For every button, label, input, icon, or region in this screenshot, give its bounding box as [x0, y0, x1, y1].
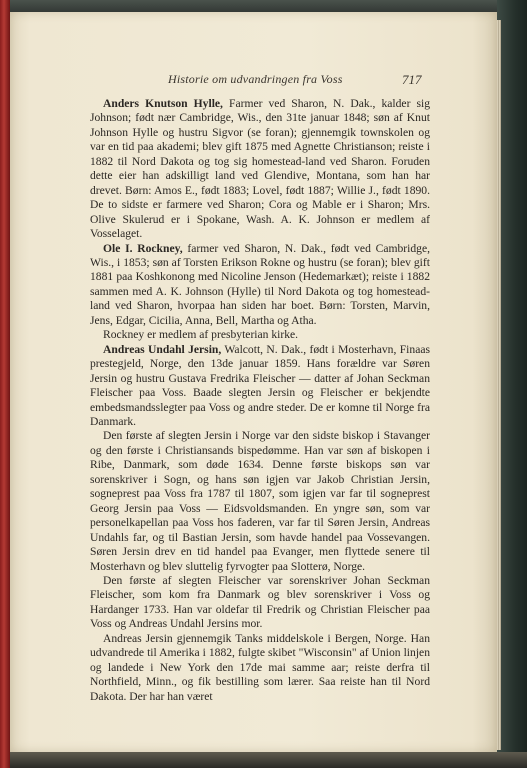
- entry-name: Ole I. Rockney,: [103, 241, 183, 255]
- running-title: Historie om udvandringen fra Voss: [168, 72, 343, 86]
- paragraph-rockney: [90, 242, 430, 329]
- entry-text: Rockney er medlem af presbyterian kirke.: [103, 328, 299, 342]
- paragraph-hylle: [90, 97, 430, 242]
- entry-text: Farmer ved Sharon, N. Dak., kalder sig Johnson; født nær Cambridge, Wis., den 31te januar 1848; søn af Knut Johnson Hylle og hustru Sigvor (se foran); gjennemgik townskolen og var en tid paa akademi; blev gift 1875 med Agnette Christianson; reiste i 1882 til Nord Dakota og tog sig homestead-land ved Sharon. Foruden dette eier han adskilligt land ved Glendive, Montana, som han har drevet. Børn: Amos E., født 1883; Lovel, født 1887; Willie J., født 1890. De to sidste er farmere ved Sharon; Cora og Mable er i Sharon; Mrs. Olive Skulerud er i Spokane, Wash. A. K. Johnson er medlem af Vosselaget.: [90, 97, 431, 241]
- book-spine: [0, 0, 10, 768]
- entry-text: farmer ved Sharon, N. Dak., født ved Cambridge, Wis., i 1853; søn af Torsten Erikson Rokne og hustru (se foran); blev gift 1881 paa Koshkonong med Nicoline Jenson (Hedemarkæt); reiste i 1882 sammen med A. K. Johnson (Hylle) til Nord Dakota og tog homestead-land ved Sharon, hvorpaa han siden har boet. Børn: Torsten, Marvin, Jens, Edgar, Cicilia, Anna, Bell, Martha og Atha.: [90, 241, 430, 327]
- book-bottom-edge: [10, 752, 527, 768]
- paragraph-rockney-church: [90, 328, 430, 342]
- entry-text: Den første af slegten Fleischer var sorenskriver Johan Seckman Fleischer, som kom fra Danmark og blev sorenskriver i Voss og Hardanger 1733. Han var oldefar til Fredrik og Christian Fleischer paa Voss og Andreas Undahl Jersins mor.: [90, 573, 430, 631]
- entry-text: Andreas Jersin gjennemgik Tanks middelskole i Bergen, Norge. Han udvandrede til Amerika i 1882, fulgte skibet "Wisconsin" af Union linjen og landede i New York den 17de mai samme aar; reiste derfra til Northfield, Minn., og fik bestilling som lærer. Saa reiste han til Nord Dakota. Der har han været: [90, 631, 430, 703]
- paragraph-jersin-lineage: [90, 429, 430, 574]
- entry-name: Anders Knutson Hylle,: [103, 97, 223, 110]
- paragraph-jersin: [90, 343, 430, 430]
- page-edges: [497, 20, 501, 750]
- entry-name: Andreas Undahl Jersin,: [103, 342, 222, 356]
- paragraph-jersin-emigration: [90, 632, 430, 704]
- paragraph-fleischer-lineage: [90, 574, 430, 632]
- book-cover-right: [497, 0, 527, 768]
- body-text: [90, 97, 430, 704]
- page-number: 717: [402, 72, 422, 87]
- entry-text: Den første af slegten Jersin i Norge var den sidste biskop i Stavanger og den første i Christiansands bispedømme. Han var søn af biskopen i Ribe, Danmark, som døde 1634. Denne første biskops søn var sorenskriver i Sogn, og hans søn igjen var Jakob Christian Jersin, sogneprest paa Voss fra 1787 til 1807, som igjen var far til sogneprest Georg Jersin paa Voss — Eidsvoldsmanden. En yngre søn, som var personelkapellan paa Voss hos faderen, var far til Søren Jersin, Andreas Undahls far, og til Bastian Jersin, som havde handel paa Vossevangen. Søren Jersin drev en tid handel paa Evanger, men flyttede senere til Mosterhavn og blev sluttelig fyrvogter paa Slotterø, Norge.: [90, 429, 430, 573]
- entry-text: Walcott, N. Dak., født i Mosterhavn, Finaas prestegjeld, Norge, den 13de januar 1859. Hans forældre var Søren Jersin og hustru Gustava Fredrika Fleischer — datter af Johan Seckman Fleischer paa Voss. Baade slegten Jersin og Fleischer er bekjendte embedsmandsslegter paa Voss og andre steder. De er komne til Norge fra Danmark.: [90, 342, 430, 428]
